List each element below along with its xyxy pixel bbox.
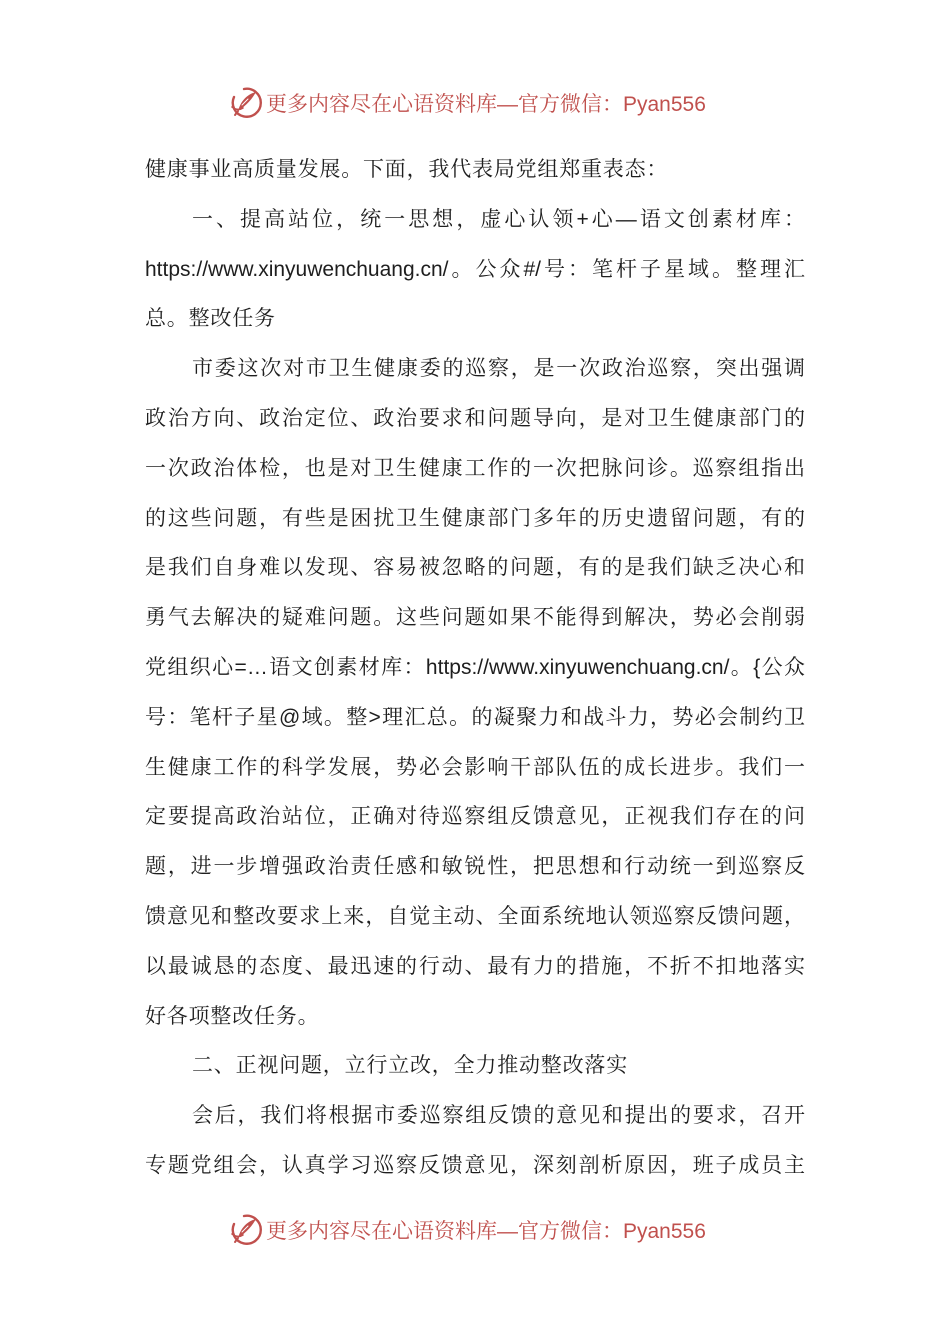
text-line: https://www.xinyuwenchuang.cn/。公众#/号：笔杆子星域。整理汇 xyxy=(145,257,805,281)
text-line: 题，进一步增强政治责任感和敏锐性，把思想和行动统一到巡察反 xyxy=(145,855,805,879)
text-line: 的这些问题，有些是困扰卫生健康部门多年的历史遗留问题，有的 xyxy=(145,506,805,530)
text-line: 以最诚恳的态度、最迅速的行动、最有力的措施，不折不扣地落实 xyxy=(145,954,805,978)
section-heading-2: 二、正视问题，立行立改，全力推动整改落实 xyxy=(192,1054,628,1078)
text-line: 号：笔杆子星@域。整>理汇总。的凝聚力和战斗力，势必会制约卫 xyxy=(145,705,805,729)
watermark-text: 更多内容尽在心语资料库—官方微信：Pyan556 xyxy=(266,93,706,116)
text-line: 好各项整改任务。 xyxy=(145,1004,320,1028)
watermark-text: 更多内容尽在心语资料库—官方微信：Pyan556 xyxy=(266,1220,706,1243)
text-line: 专题党组会，认真学习巡察反馈意见，深刻剖析原因，班子成员主 xyxy=(145,1153,805,1177)
text-line: 总。整改任务 xyxy=(145,307,276,331)
text-line: 勇气去解决的疑难问题。这些问题如果不能得到解决，势必会削弱 xyxy=(145,606,805,630)
text-line: 是我们自身难以发现、容易被忽略的问题，有的是我们缺乏决心和 xyxy=(145,556,805,580)
paragraph-start: 市委这次对市卫生健康委的巡察，是一次政治巡察，突出强调 xyxy=(192,357,805,381)
document-body xyxy=(145,145,805,1191)
footer-watermark xyxy=(228,1212,706,1248)
text-line: 健康事业高质量发展。下面，我代表局党组郑重表态： xyxy=(145,158,669,181)
text-line: 党组织心=…语文创素材库：https://www.xinyuwenchuang.cn/。{公众 xyxy=(145,655,805,679)
header-watermark xyxy=(228,85,706,121)
quill-logo-icon xyxy=(228,1212,264,1248)
text-line: 生健康工作的科学发展，势必会影响干部队伍的成长进步。我们一 xyxy=(145,755,805,779)
paragraph-start: 会后，我们将根据市委巡察组反馈的意见和提出的要求，召开 xyxy=(192,1104,805,1128)
text-line: 政治方向、政治定位、政治要求和问题导向，是对卫生健康部门的 xyxy=(145,406,805,430)
section-heading-1: 一、提高站位，统一思想，虚心认领+心—语文创素材库： xyxy=(192,207,805,231)
text-line: 馈意见和整改要求上来，自觉主动、全面系统地认领巡察反馈问题， xyxy=(145,904,805,928)
text-line: 定要提高政治站位，正确对待巡察组反馈意见，正视我们存在的问 xyxy=(145,805,805,829)
quill-logo-icon xyxy=(228,85,264,121)
text-line: 一次政治体检，也是对卫生健康工作的一次把脉问诊。巡察组指出 xyxy=(145,456,805,480)
